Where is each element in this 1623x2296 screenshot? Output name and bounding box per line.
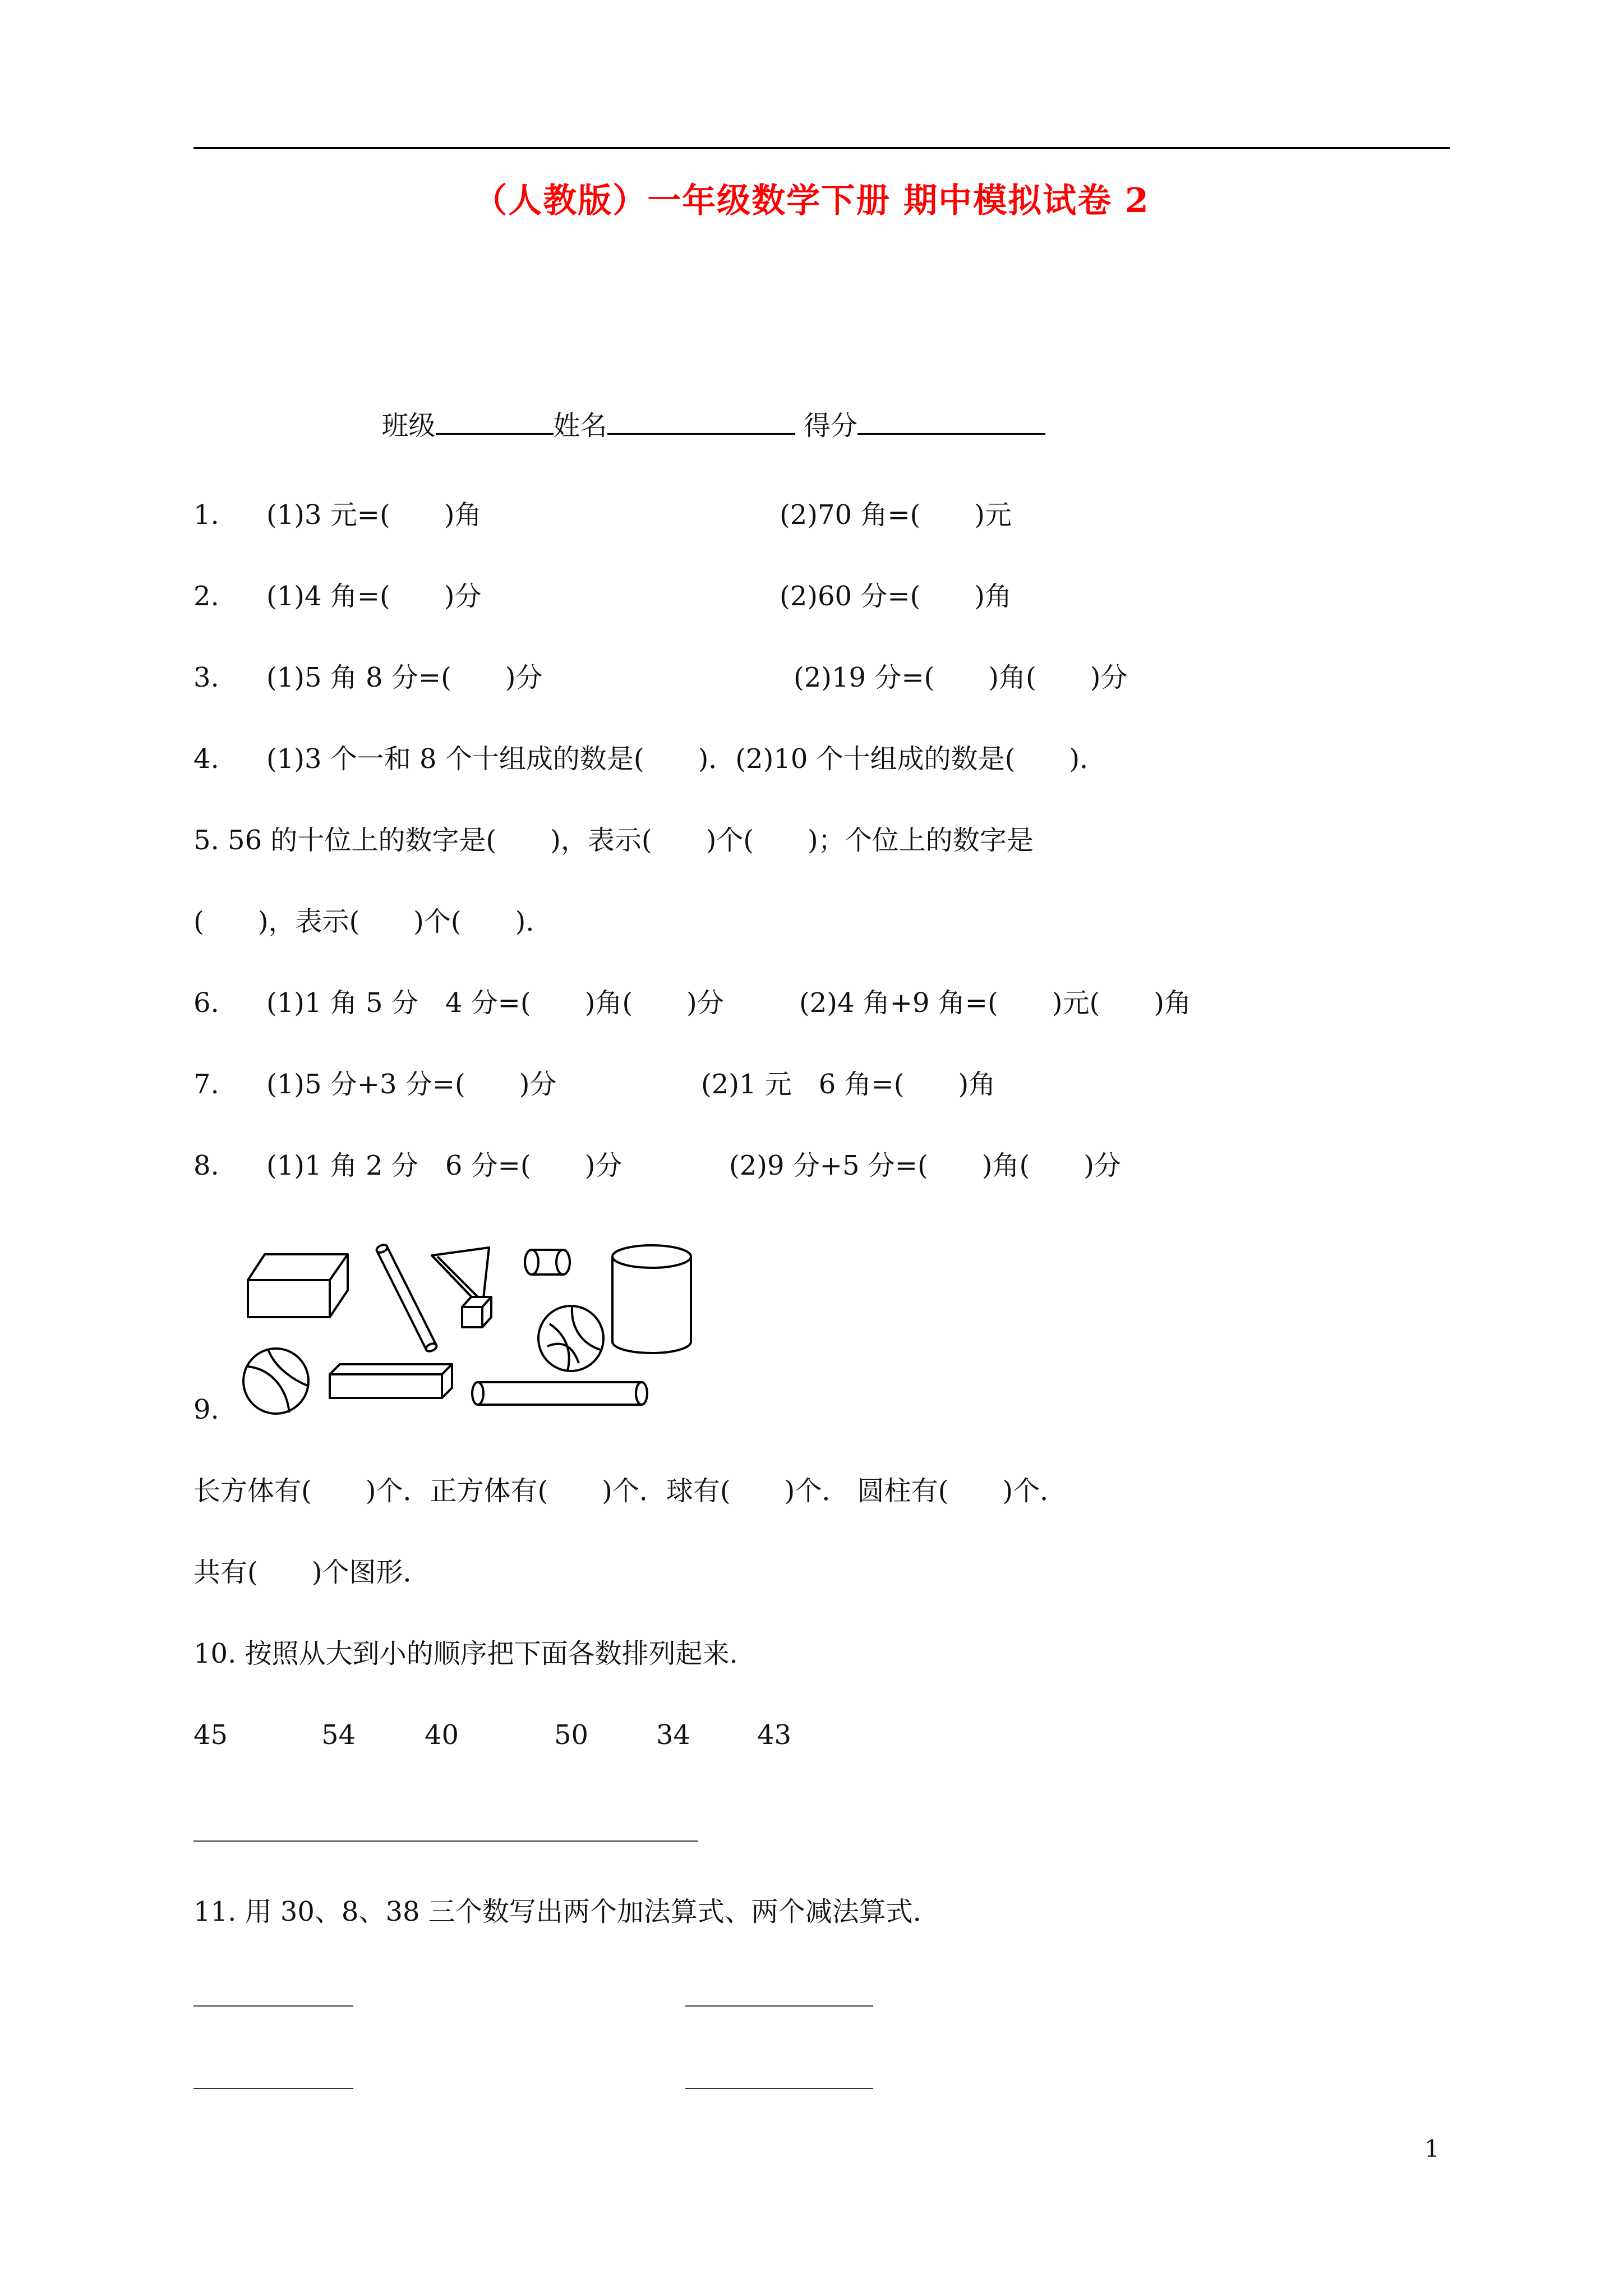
cuboid-shape-flat bbox=[330, 1364, 452, 1398]
q6-part-b: (2)4 角+9 角=( )元( )角 bbox=[799, 987, 1191, 1019]
q3-number: 3. bbox=[193, 662, 219, 693]
info-line bbox=[365, 375, 1045, 443]
q7-part-b: (2)1 元 6 角=( )角 bbox=[701, 1069, 996, 1100]
q5-line2: ( )，表示( )个( )． bbox=[193, 906, 553, 937]
cylinder-rod-diagonal bbox=[375, 1243, 437, 1352]
q10-number-4: 50 bbox=[554, 1719, 589, 1751]
q2-number: 2. bbox=[193, 581, 219, 612]
q8-number: 8. bbox=[193, 1150, 219, 1181]
q4-text: (1)3 个一和 8 个十组成的数是( )．(2)10 个十组成的数是( )． bbox=[266, 743, 1107, 775]
q3-part-a: (1)5 角 8 分=( )分 bbox=[266, 662, 543, 693]
q6-number: 6. bbox=[193, 987, 219, 1019]
q1-part-b: (2)70 角=( )元 bbox=[780, 499, 1012, 531]
ball-shape-left bbox=[243, 1349, 308, 1414]
q10-number-6: 43 bbox=[757, 1719, 792, 1751]
cylinder-shape-small bbox=[525, 1250, 570, 1274]
q10-number-3: 40 bbox=[425, 1719, 459, 1751]
q8-part-a: (1)1 角 2 分 6 分=( )分 bbox=[266, 1150, 623, 1181]
q9-number: 9. bbox=[193, 1394, 219, 1425]
q4-number: 4. bbox=[193, 743, 219, 775]
page-title: （人教版）一年级数学下册 期中模拟试卷 2 bbox=[473, 181, 1150, 220]
name-blank[interactable] bbox=[607, 408, 795, 435]
q9-line2: 共有( )个图形． bbox=[193, 1557, 430, 1588]
q9-line1: 长方体有( )个．正方体有( )个．球有( )个． 圆柱有( )个． bbox=[193, 1475, 1067, 1507]
q7-part-a: (1)5 分+3 分=( )分 bbox=[266, 1069, 557, 1100]
page-number: 1 bbox=[1424, 2135, 1440, 2162]
q11-answer-line-2[interactable] bbox=[685, 2005, 873, 2007]
q5-line1: 5. 56 的十位上的数字是( )，表示( )个( )；个位上的数字是 bbox=[193, 825, 1034, 856]
q10-number-5: 34 bbox=[656, 1719, 691, 1751]
top-rule bbox=[193, 147, 1450, 149]
q11-answer-line-3[interactable] bbox=[193, 2088, 353, 2089]
q10-number-1: 45 bbox=[193, 1719, 228, 1751]
cylinder-shape-large bbox=[612, 1245, 691, 1353]
class-label: 班级 bbox=[381, 410, 436, 441]
ball-shape-right bbox=[538, 1306, 603, 1371]
q11-text: 11. 用 30、8、38 三个数写出两个加法算式、两个减法算式． bbox=[193, 1896, 940, 1927]
cuboid-shape-large bbox=[248, 1254, 348, 1317]
score-blank[interactable] bbox=[857, 408, 1045, 435]
q10-text: 10. 按照从大到小的顺序把下面各数排列起来． bbox=[193, 1638, 757, 1669]
q1-part-a: (1)3 元=( )角 bbox=[266, 499, 482, 531]
score-label: 得分 bbox=[803, 410, 857, 441]
solid-shapes-figure bbox=[236, 1234, 718, 1419]
q11-answer-line-4[interactable] bbox=[685, 2088, 873, 2089]
q11-answer-line-1[interactable] bbox=[193, 2005, 353, 2007]
q6-part-a: (1)1 角 5 分 4 分=( )角( )分 bbox=[266, 987, 724, 1019]
q10-answer-line[interactable] bbox=[193, 1841, 698, 1842]
q2-part-b: (2)60 分=( )角 bbox=[780, 581, 1012, 612]
q2-part-a: (1)4 角=( )分 bbox=[266, 581, 482, 612]
q7-number: 7. bbox=[193, 1069, 219, 1100]
q10-number-2: 54 bbox=[321, 1719, 356, 1751]
q8-part-b: (2)9 分+5 分=( )角( )分 bbox=[729, 1150, 1121, 1181]
class-blank[interactable] bbox=[436, 408, 554, 435]
cylinder-rod-horizontal bbox=[472, 1382, 647, 1405]
q1-number: 1. bbox=[193, 499, 219, 531]
q3-part-b: (2)19 分=( )角( )分 bbox=[794, 662, 1128, 693]
cube-shape bbox=[462, 1297, 491, 1327]
name-label: 姓名 bbox=[553, 410, 607, 441]
